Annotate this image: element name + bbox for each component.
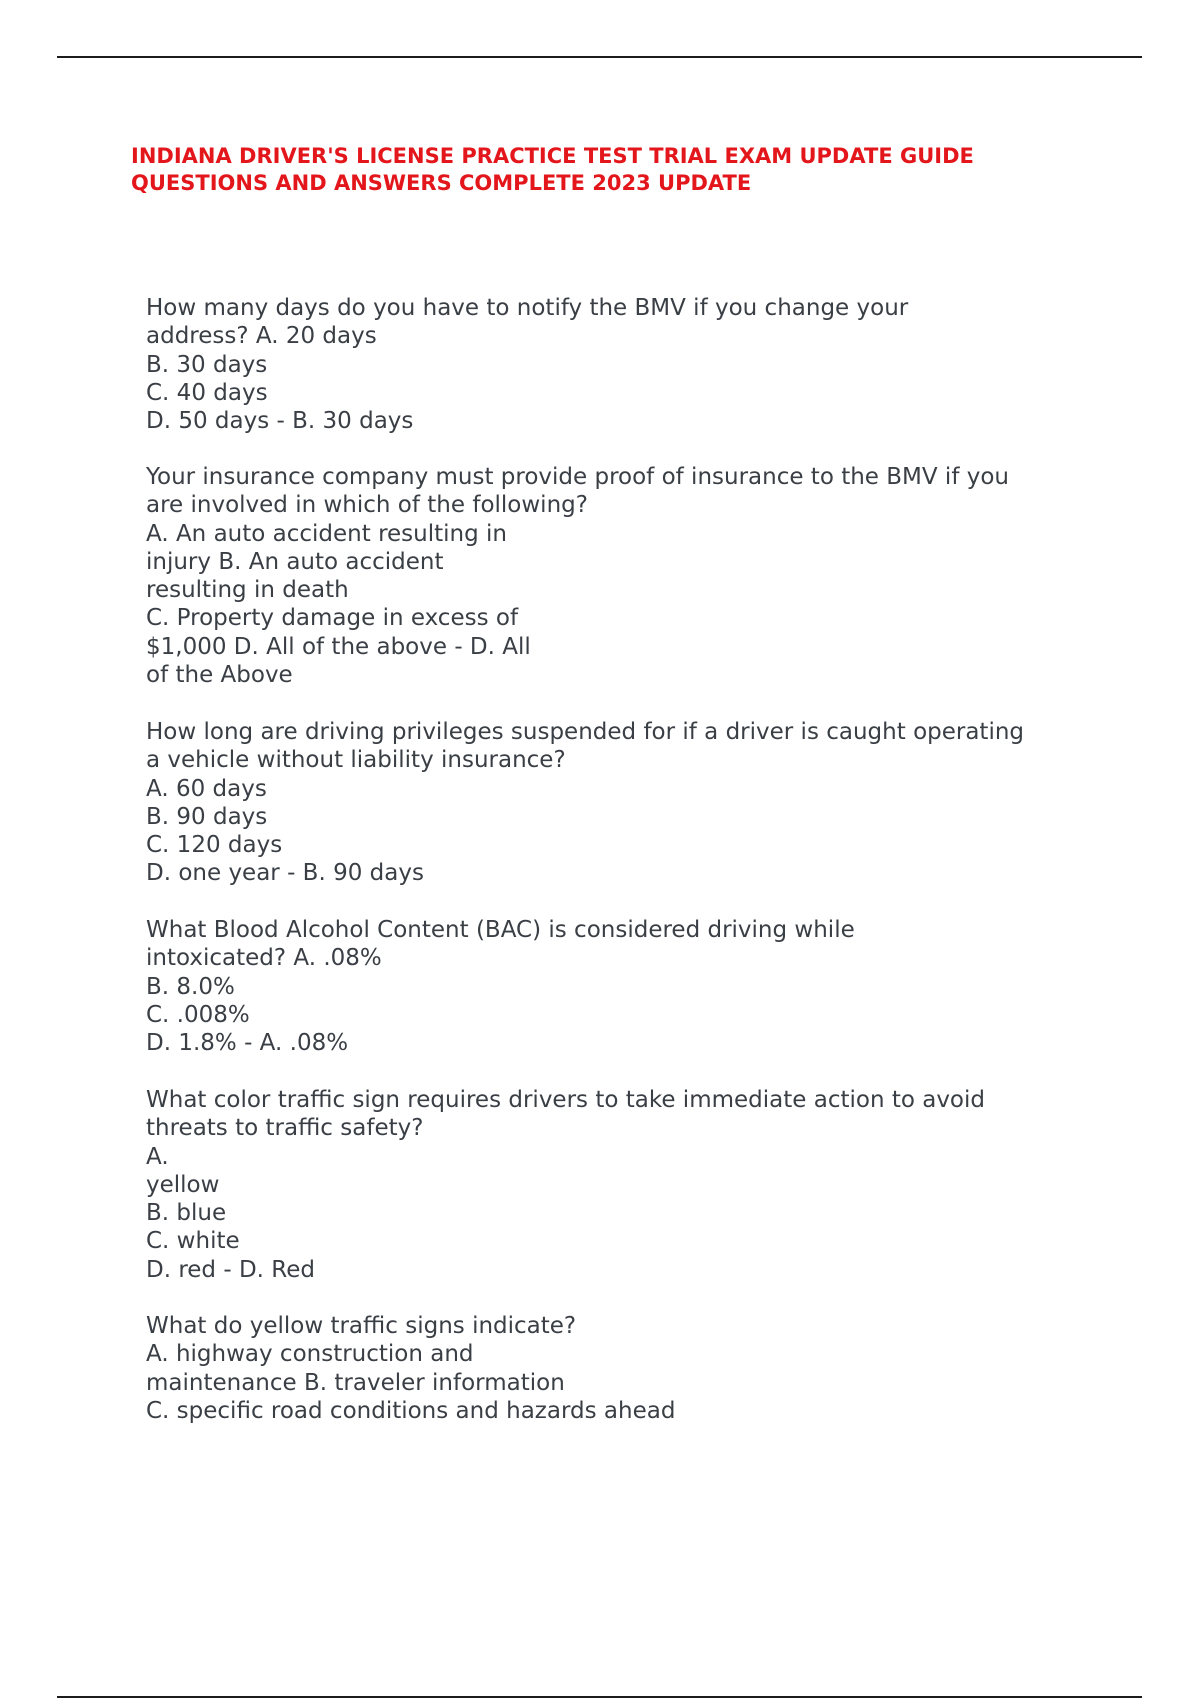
answer-option: A. 60 days: [146, 775, 267, 802]
question-line: a vehicle without liability insurance?: [146, 747, 566, 774]
answer-option: resulting in death: [146, 577, 349, 604]
answer-option: C. 120 days: [146, 832, 283, 859]
answer-option: B. 90 days: [146, 803, 268, 830]
answer-option: B. blue: [146, 1200, 227, 1227]
question-line: are involved in which of the following?: [146, 492, 588, 519]
question-line: Your insurance company must provide proof of insurance to the BMV if you: [146, 464, 1009, 490]
question-block-5: [146, 1086, 985, 1284]
question-block-4: [146, 916, 855, 1057]
answer-option: B. 30 days: [146, 351, 268, 378]
question-block-2: [146, 463, 1009, 689]
answer-option: maintenance B. traveler information: [146, 1369, 565, 1396]
answer-option: of the Above: [146, 662, 293, 689]
question-block-3: [146, 718, 1024, 888]
question-line: intoxicated? A. .08%: [146, 945, 382, 972]
answer-option: C. .008%: [146, 1001, 250, 1028]
answer-option: D. red - D. Red: [146, 1256, 315, 1283]
answer-option: A. highway construction and: [146, 1341, 474, 1368]
answer-option: A.: [146, 1143, 169, 1170]
answer-option: C. white: [146, 1228, 240, 1255]
answer-option: B. 8.0%: [146, 973, 235, 1000]
question-line: What Blood Alcohol Content (BAC) is considered driving while: [146, 917, 855, 943]
answer-option: A. An auto accident resulting in: [146, 520, 507, 547]
question-line: threats to traffic safety?: [146, 1115, 424, 1142]
question-line: What do yellow traffic signs indicate?: [146, 1313, 577, 1339]
answer-option: D. one year - B. 90 days: [146, 860, 424, 887]
answer-option: $1,000 D. All of the above - D. All: [146, 633, 531, 660]
answer-option: D. 50 days - B. 30 days: [146, 408, 414, 435]
bottom-rule: [57, 1696, 1142, 1698]
answer-option: yellow: [146, 1171, 220, 1198]
answer-option: C. 40 days: [146, 379, 268, 406]
question-line: address? A. 20 days: [146, 323, 377, 350]
answer-option: C. specific road conditions and hazards ahead: [146, 1397, 676, 1424]
title-line: INDIANA DRIVER'S LICENSE PRACTICE TEST TRIAL EXAM UPDATE GUIDE: [131, 144, 974, 168]
question-block-1: [146, 294, 908, 435]
title-line: QUESTIONS AND ANSWERS COMPLETE 2023 UPDATE: [131, 171, 752, 195]
question-line: What color traffic sign requires drivers to take immediate action to avoid: [146, 1087, 985, 1113]
question-line: How long are driving privileges suspended for if a driver is caught operating: [146, 719, 1025, 745]
top-rule: [57, 56, 1142, 58]
answer-option: D. 1.8% - A. .08%: [146, 1030, 349, 1057]
answer-option: C. Property damage in excess of: [146, 605, 519, 632]
answer-option: injury B. An auto accident: [146, 548, 444, 575]
question-block-6: [146, 1312, 675, 1425]
question-line: How many days do you have to notify the BMV if you change your: [146, 295, 909, 321]
document-title: [131, 143, 1091, 197]
